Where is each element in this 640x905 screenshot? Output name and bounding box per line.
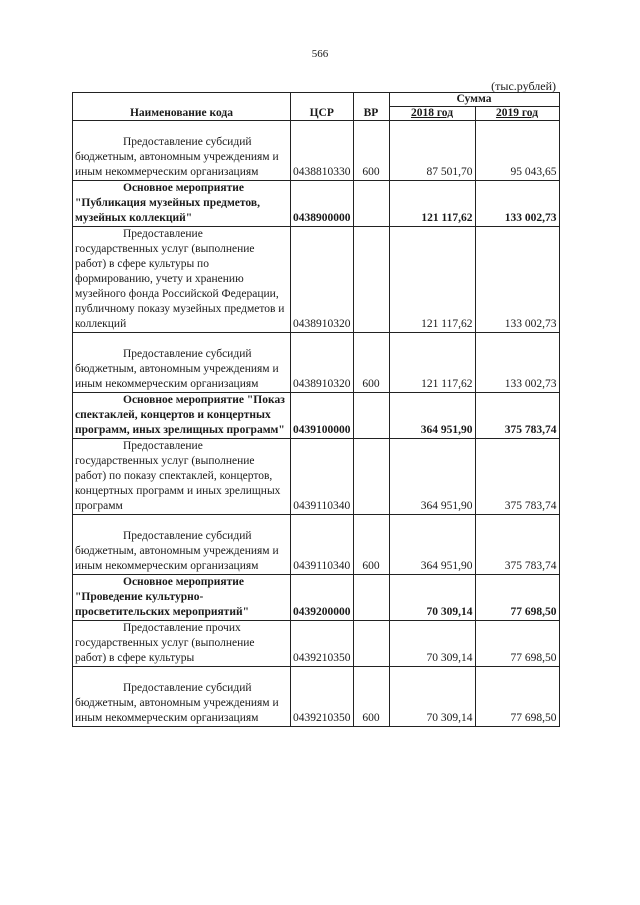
row-vr — [353, 227, 389, 333]
spacer-cell — [389, 667, 475, 682]
header-name: Наименование кода — [73, 93, 291, 121]
units-note: (тыс.рублей) — [491, 79, 556, 93]
page-number: 566 — [311, 48, 329, 60]
row-sum-2019: 77 698,50 — [475, 575, 559, 621]
spacer-cell — [291, 333, 354, 348]
row-name — [73, 681, 291, 727]
row-sum-2019: 95 043,65 — [475, 135, 559, 181]
row-sum-2019: 77 698,50 — [475, 621, 559, 667]
header-2019-label: 2019 год — [495, 107, 539, 119]
row-sum-2019: 133 002,73 — [475, 181, 559, 227]
row-sum-2019: 133 002,73 — [475, 347, 559, 393]
header-2018-label: 2018 год — [410, 107, 454, 119]
spacer-row — [73, 667, 560, 682]
spacer-cell — [389, 333, 475, 348]
spacer-cell — [291, 121, 354, 136]
row-vr — [353, 621, 389, 667]
row-csr: 0438810330 — [291, 135, 354, 181]
row-sum-2019: 375 783,74 — [475, 529, 559, 575]
row-vr — [353, 393, 389, 439]
row-csr: 0439100000 — [291, 393, 354, 439]
row-name — [73, 135, 291, 181]
spacer-cell — [475, 667, 559, 682]
row-sum-2019: 133 002,73 — [475, 227, 559, 333]
spacer-row — [73, 515, 560, 530]
row-vr: 600 — [353, 681, 389, 727]
table-row — [73, 529, 560, 575]
spacer-cell — [73, 121, 291, 136]
row-name-text: Предоставление субсидий бюджетным, автономным учреждениям и иным некоммерческим организациям — [75, 348, 279, 390]
header-sum: Сумма — [389, 93, 559, 107]
row-csr: 0438900000 — [291, 181, 354, 227]
row-vr — [353, 181, 389, 227]
row-name-text: Предоставление государственных услуг (выполнение работ) по показу спектаклей, концертов, концертных программ и иных зрелищных программ — [75, 440, 281, 512]
row-vr: 600 — [353, 135, 389, 181]
row-csr: 0439110340 — [291, 529, 354, 575]
spacer-cell — [389, 515, 475, 530]
spacer-cell — [353, 333, 389, 348]
table-row — [73, 181, 560, 227]
row-csr: 0439200000 — [291, 575, 354, 621]
row-sum-2019: 77 698,50 — [475, 681, 559, 727]
table-row — [73, 575, 560, 621]
spacer-cell — [475, 333, 559, 348]
row-name — [73, 529, 291, 575]
spacer-cell — [389, 121, 475, 136]
row-name-text: Предоставление субсидий бюджетным, автономным учреждениям и иным некоммерческим организациям — [75, 682, 279, 724]
table-row — [73, 227, 560, 333]
row-name — [73, 227, 291, 333]
spacer-cell — [475, 515, 559, 530]
row-name-text: Основное мероприятие "Проведение культурно-просветительских мероприятий" — [75, 576, 249, 618]
spacer-cell — [73, 667, 291, 682]
row-name — [73, 439, 291, 515]
row-csr: 0439210350 — [291, 681, 354, 727]
table-row — [73, 621, 560, 667]
table-row — [73, 439, 560, 515]
spacer-cell — [291, 667, 354, 682]
header-csr: ЦСР — [291, 93, 354, 121]
spacer-row — [73, 121, 560, 136]
spacer-cell — [73, 333, 291, 348]
header-2019 — [475, 107, 559, 121]
row-sum-2018: 121 117,62 — [389, 347, 475, 393]
row-name — [73, 621, 291, 667]
row-csr: 0439210350 — [291, 621, 354, 667]
row-name-text: Основное мероприятие "Показ спектаклей, концертов и концертных программ, иных зрелищных программ" — [75, 394, 285, 436]
table-row — [73, 347, 560, 393]
row-name-text: Предоставление субсидий бюджетным, автономным учреждениям и иным некоммерческим организациям — [75, 136, 279, 178]
row-sum-2019: 375 783,74 — [475, 439, 559, 515]
row-csr: 0438910320 — [291, 347, 354, 393]
row-name — [73, 575, 291, 621]
row-sum-2018: 364 951,90 — [389, 439, 475, 515]
row-name-text: Основное мероприятие "Публикация музейных предметов, музейных коллекций" — [75, 182, 260, 224]
row-vr — [353, 575, 389, 621]
header-2018 — [389, 107, 475, 121]
spacer-cell — [353, 667, 389, 682]
row-sum-2019: 375 783,74 — [475, 393, 559, 439]
row-sum-2018: 70 309,14 — [389, 621, 475, 667]
budget-table — [72, 92, 560, 727]
table-header-row — [73, 93, 560, 107]
spacer-cell — [475, 121, 559, 136]
row-csr: 0439110340 — [291, 439, 354, 515]
spacer-cell — [353, 515, 389, 530]
spacer-cell — [73, 515, 291, 530]
row-name — [73, 393, 291, 439]
row-sum-2018: 364 951,90 — [389, 529, 475, 575]
row-sum-2018: 121 117,62 — [389, 227, 475, 333]
row-name — [73, 347, 291, 393]
spacer-cell — [291, 515, 354, 530]
row-name-text: Предоставление государственных услуг (выполнение работ) в сфере культуры по формированию, учету и хранению музейного фонда Российской Федерации, публичному показу музейных предметов и коллекций — [75, 228, 285, 330]
table-body — [73, 121, 560, 727]
row-vr: 600 — [353, 529, 389, 575]
spacer-cell — [353, 121, 389, 136]
row-vr: 600 — [353, 347, 389, 393]
spacer-row — [73, 333, 560, 348]
row-sum-2018: 87 501,70 — [389, 135, 475, 181]
row-sum-2018: 364 951,90 — [389, 393, 475, 439]
row-csr: 0438910320 — [291, 227, 354, 333]
table-row — [73, 135, 560, 181]
table-row — [73, 393, 560, 439]
row-sum-2018: 121 117,62 — [389, 181, 475, 227]
table-row — [73, 681, 560, 727]
row-name — [73, 181, 291, 227]
row-name-text: Предоставление субсидий бюджетным, автономным учреждениям и иным некоммерческим организациям — [75, 530, 279, 572]
row-sum-2018: 70 309,14 — [389, 575, 475, 621]
row-vr — [353, 439, 389, 515]
header-vr: ВР — [353, 93, 389, 121]
row-sum-2018: 70 309,14 — [389, 681, 475, 727]
row-name-text: Предоставление прочих государственных услуг (выполнение работ) в сфере культуры — [75, 622, 255, 664]
